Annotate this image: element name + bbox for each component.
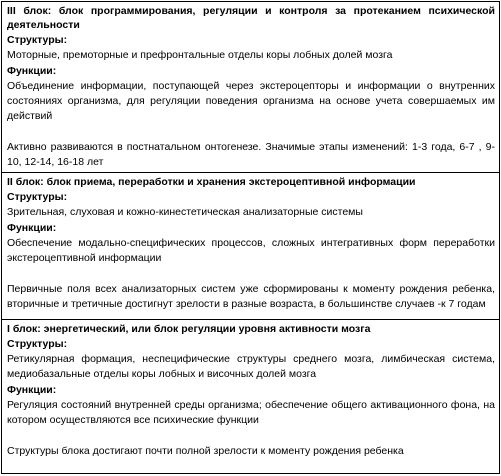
block-3-functions-label: Функции: <box>7 65 57 77</box>
block-3-structures-label: Структуры: <box>7 34 68 46</box>
block-1-structures: Ретикулярная формация, неспецифические структуры среднего мозга, лимбическая система, медиобазальные отделы коры лобных и височных долей мозга <box>7 353 495 380</box>
brain-blocks-table <box>1 1 500 474</box>
block-1 <box>2 319 499 473</box>
block-3-functions: Объединение информации, поступающей через экстероцепторы и информации о внутренних состояниях организма, для регуляции поведения организма на основе учета совершаемых им действий <box>7 80 495 122</box>
block-2-structures: Зрительная, слуховая и кожно-кинестетическая анализаторные системы <box>7 206 363 218</box>
block-1-structures-label: Структуры: <box>7 338 68 350</box>
block-2-structures-label: Структуры: <box>7 191 68 203</box>
block-3 <box>2 2 499 172</box>
block-2-title: II блок: блок приема, переработки и хранения экстероцептивной информации <box>7 176 416 188</box>
block-3-development: Активно развиваются в постнатальном онтогенезе. Значимые этапы изменений: 1-3 года, 6-7 , 9-10, 12-14, 16-18 лет <box>7 141 495 168</box>
block-3-structures: Моторные, премоторные и префронтальные отделы коры лобных долей мозга <box>7 49 393 61</box>
block-3-title: III блок: блок программирования, регуляции и контроля за протеканием психической деятельности <box>7 5 495 31</box>
block-1-development: Структуры блока достигают почти полной зрелости к моменту рождения ребенка <box>7 445 404 457</box>
block-2-functions-label: Функции: <box>7 222 57 234</box>
block-1-functions: Регуляция состояний внутренней среды организма; обеспечение общего активационного фона, на котором осуществляются все психические функции <box>7 399 495 426</box>
block-2 <box>2 172 499 319</box>
block-1-title: I блок: энергетический, или блок регуляции уровня активности мозга <box>7 323 371 335</box>
block-2-development: Первичные поля всех анализаторных систем уже сформированы к моменту рождения ребенка, вторичные и третичные достигнут зрелости в разные возраста, в большинстве случаев -к 7 годам <box>7 283 495 310</box>
block-2-functions: Обеспечение модально-специфических процессов, сложных интегративных форм переработки экстероцептивной информации <box>7 237 495 264</box>
block-1-functions-label: Функции: <box>7 384 57 396</box>
